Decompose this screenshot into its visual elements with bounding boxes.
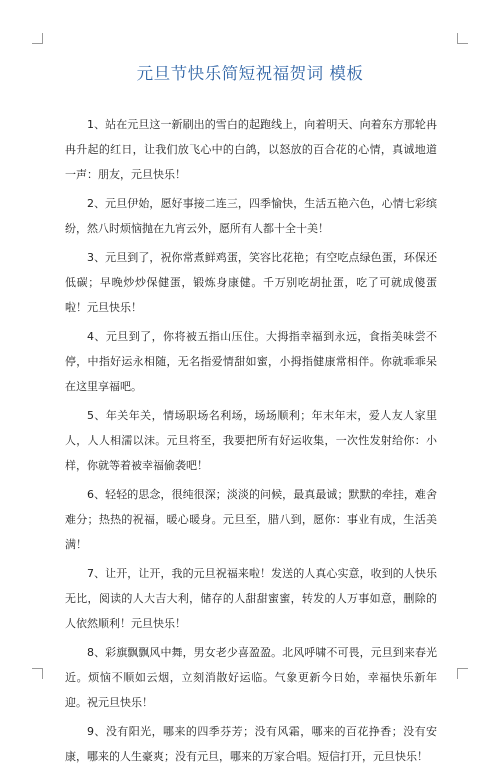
crop-mark-top-left (32, 33, 43, 44)
paragraph-3: 3、元旦到了，祝你常煮鲜鸡蛋，笑容比花艳；有空吃点绿色蛋，环保还低碳；早晚炒炒保健蛋，锻炼身康健。千万别吃胡扯蛋，吃了可就成傻蛋啦！元旦快乐！ (65, 251, 437, 314)
document-body (65, 112, 437, 773)
crop-mark-top-right (457, 33, 468, 44)
paragraph-8: 8、彩旗飘飘风中舞，男女老少喜盈盈。北风呼啸不可畏，元旦到来春光近。烦恼不顺如云烟，立刻消散好运临。气象更新今日始，幸福快乐新年迎。祝元旦快乐！ (65, 646, 437, 709)
document-title: 元旦节快乐简短祝福贺词 模板 (136, 64, 364, 83)
crop-mark-bottom-right (457, 668, 468, 679)
paragraph-2: 2、元旦伊始，愿好事接二连三，四季愉快，生活五艳六色，心情七彩缤纷，然八时烦恼抛在九宵云外，愿所有人都十全十美！ (65, 197, 437, 235)
paragraph-7: 7、让开，让开，我的元旦祝福来啦！发送的人真心实意，收到的人快乐无比，阅读的人大吉大利，储存的人甜甜蜜蜜，转发的人万事如意，删除的人依然顺利！元旦快乐！ (65, 567, 437, 630)
paragraph-1: 1、站在元旦这一新刷出的雪白的起跑线上，向着明天、向着东方那轮冉冉升起的红日，让我们放飞心中的白鸽，以怒放的百合花的心情，真诚地道一声：朋友，元旦快乐！ (65, 118, 437, 181)
paragraph-5: 5、年关年关，情场职场名利场，场场顺利；年末年末，爱人友人家里人，人人相濡以沫。元旦将至，我要把所有好运收集，一次性发射给你：小样，你就等着被幸福偷袭吧！ (65, 409, 437, 472)
crop-mark-bottom-left (32, 668, 43, 679)
paragraph-9: 9、没有阳光，哪来的四季芬芳；没有风霜，哪来的百花挣香；没有安康，哪来的人生豪爽；没有元旦，哪来的万家合唱。短信打开，元旦快乐！ (65, 725, 437, 763)
paragraph-6: 6、轻轻的思念，很纯很深；淡淡的问候，最真最诚；默默的牵挂，难舍难分；热热的祝福，暖心暖身。元旦至，腊八到，愿你：事业有成，生活美满！ (65, 488, 437, 551)
paragraph-4: 4、元旦到了，你将被五指山压住。大拇指幸福到永远，食指美味尝不停，中指好运永相随，无名指爱情甜如蜜，小拇指健康常相伴。你就乖乖呆在这里享福吧。 (65, 330, 437, 393)
